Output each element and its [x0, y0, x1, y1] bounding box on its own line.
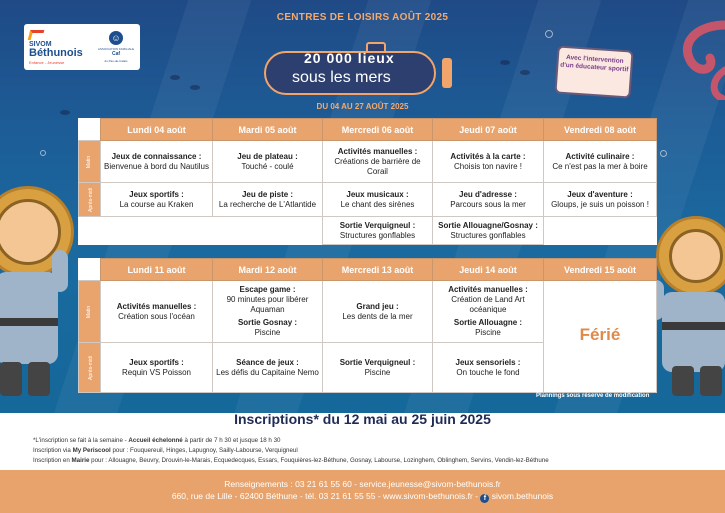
- caf-logo: [97, 27, 135, 67]
- activity-cell: Escape game : 90 minutes pour libérer Aquaman Sortie Gosnay : Piscine: [213, 281, 323, 343]
- week1-header-row: [79, 119, 657, 141]
- title-line-2: sous les mers: [292, 69, 391, 86]
- week1-schedule-table: [78, 118, 657, 245]
- holiday-label: Férié: [579, 325, 621, 344]
- activity-cell: Jeux de connaissance : Bienvenue à bord du Nautilus: [101, 141, 213, 183]
- week1-extra-row: [79, 217, 657, 245]
- inscription-note-3: Inscription en Mairie pour : Allouagne, Beuvry, Drouvin-le-Marais, Ecquedecques, Essars, Fouquières-lez-Béthune, Gosnay, Labourse, Lozinghem, Oblinghem, Servins, Vendin-lez-Béthune: [33, 457, 549, 464]
- inscription-note-1: *L'inscription se fait à la semaine - Accueil échelonné à partir de 7 h 30 et jusque 18 h 30: [33, 437, 281, 444]
- info-sign: Avec l'intervention d'un éducateur sportif: [554, 45, 633, 98]
- diving-helmet-icon: [656, 216, 725, 296]
- octopus-tentacle-icon: [640, 20, 725, 100]
- activity-cell: Activités manuelles : Créations de barrière de Corail: [323, 141, 433, 183]
- logos-box: [24, 24, 140, 70]
- activity-cell: Séance de jeux : Les défis du Capitaine Nemo: [213, 343, 323, 393]
- caf-emblem-icon: ☺: [109, 31, 123, 45]
- sivom-name: Béthunois: [29, 47, 83, 59]
- propeller-icon: [442, 58, 452, 88]
- week2-header-row: [79, 259, 657, 281]
- activity-cell: Activités manuelles : Création sous l'océan: [101, 281, 213, 343]
- sivom-mark-icon: [28, 30, 45, 40]
- footer: [0, 470, 725, 513]
- sivom-small-label: SIVOM: [29, 41, 52, 48]
- activity-cell: Activités à la carte : Choisis ton navire !: [433, 141, 544, 183]
- activity-cell: Jeux sensoriels : On touche le fond: [433, 343, 544, 393]
- week2-day-monday: Lundi 11 août: [101, 259, 213, 281]
- activity-cell: Jeu de piste : La recherche de L'Atlantide: [213, 183, 323, 217]
- plannings-note: Plannings sous réserve de modification: [536, 393, 650, 399]
- activity-cell: Sortie Verquigneul : Piscine: [323, 343, 433, 393]
- week2-day-friday: Vendredi 15 août: [544, 259, 657, 281]
- week1-morning-row: [79, 141, 657, 183]
- activity-cell: Jeux musicaux : Le chant des sirènes: [323, 183, 433, 217]
- week1-day-monday: Lundi 04 août: [101, 119, 213, 141]
- top-banner: CENTRES DE LOISIRS AOÛT 2025: [276, 12, 449, 23]
- afternoon-label: Après-midi: [79, 343, 101, 393]
- caf-name: Caf: [111, 51, 121, 57]
- week1-day-thursday: Jeudi 07 août: [433, 119, 544, 141]
- activity-cell: Jeu de plateau : Touché - coulé: [213, 141, 323, 183]
- activity-cell: Activités manuelles : Création de Land Art océanique Sortie Allouagne : Piscine: [433, 281, 544, 343]
- week1-afternoon-row: [79, 183, 657, 217]
- holiday-cell: [544, 281, 657, 393]
- week1-day-wednesday: Mercredi 06 août: [323, 119, 433, 141]
- afternoon-label: Après-midi: [79, 183, 101, 217]
- dates-subtitle: DU 04 AU 27 AOÛT 2025: [316, 102, 409, 111]
- activity-cell: Jeux sportifs : Requin VS Poisson: [101, 343, 213, 393]
- week1-day-tuesday: Mardi 05 août: [213, 119, 323, 141]
- morning-label: Matin: [79, 281, 101, 343]
- week2-day-tuesday: Mardi 12 août: [213, 259, 323, 281]
- activity-cell: Activité culinaire : Ce n'est pas la mer à boire: [544, 141, 657, 183]
- caf-region: du Pas-de-Calais: [104, 59, 128, 63]
- activity-cell: Jeu d'adresse : Parcours sous la mer: [433, 183, 544, 217]
- week2-day-wednesday: Mercredi 13 août: [323, 259, 433, 281]
- caf-association-label: ASSOCIATION FAMILIALE: [97, 47, 135, 51]
- title-line-1: 20 000 lieux: [304, 50, 395, 66]
- sivom-logo: [27, 27, 93, 67]
- inscription-note-2: Inscription via My Periscool pour : Fouquereuil, Hinges, Lapugnoy, Sailly-Labourse, Verquigneul: [33, 447, 298, 454]
- facebook-icon: f: [480, 494, 489, 503]
- morning-label: Matin: [79, 141, 101, 183]
- footer-address-line: 660, rue de Lille - 62400 Béthune - tél. 03 21 61 55 55 - www.sivom-bethunois.fr - f sivom.bethunois: [171, 491, 554, 502]
- week2-schedule-table: [78, 258, 657, 393]
- week2-morning-row: [79, 281, 657, 343]
- inscriptions-title: Inscriptions* du 12 mai au 25 juin 2025: [234, 411, 491, 427]
- submarine-title: [256, 42, 461, 100]
- sivom-tagline: Enfance - Jeunesse: [29, 60, 65, 65]
- footer-contact-line: Renseignements : 03 21 61 55 60 - service.jeunesse@sivom-bethunois.fr: [224, 479, 501, 489]
- outing-cell: Sortie Verquigneul : Structures gonflables: [323, 217, 433, 245]
- outing-cell: Sortie Allouagne/Gosnay : Structures gonflables: [433, 217, 544, 245]
- activity-cell: Jeux sportifs : La course au Kraken: [101, 183, 213, 217]
- activity-cell: Jeux d'aventure : Gloups, je suis un poisson !: [544, 183, 657, 217]
- week2-day-thursday: Jeudi 14 août: [433, 259, 544, 281]
- facebook-link[interactable]: sivom.bethunois: [491, 491, 554, 501]
- week1-day-friday: Vendredi 08 août: [544, 119, 657, 141]
- activity-cell: Grand jeu : Les dents de la mer: [323, 281, 433, 343]
